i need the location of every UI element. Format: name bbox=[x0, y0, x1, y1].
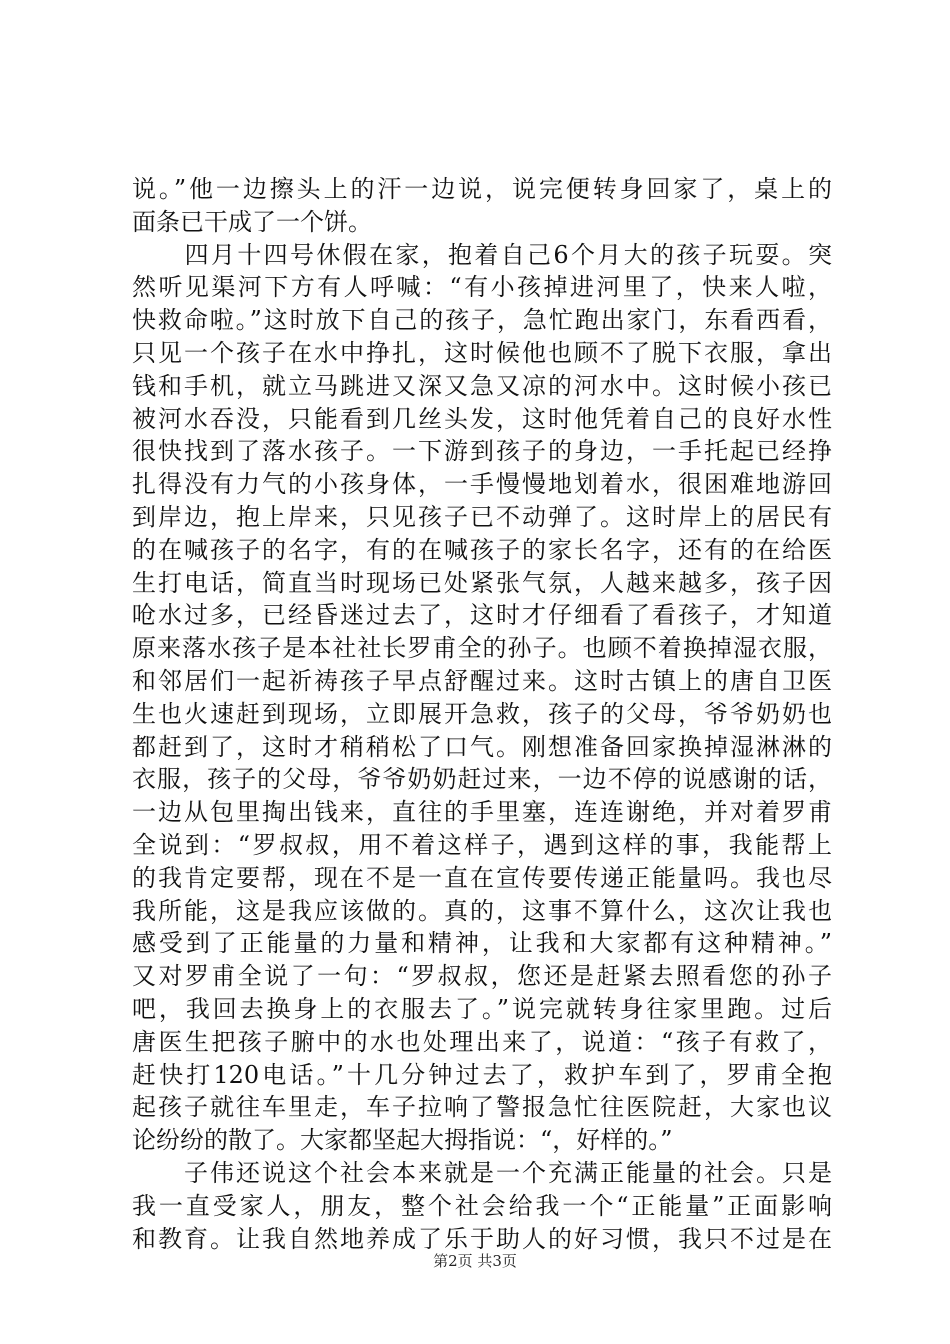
text-line: 到岸边，抱上岸来，只见孩子已不动弹了。这时岸上的居民有 bbox=[132, 502, 832, 531]
text-line: 论纷纷的散了。大家都坚起大拇指说：“，好样的。” bbox=[132, 1126, 673, 1155]
text-line: 说。”他一边擦头上的汗一边说，说完便转身回家了，桌上的 bbox=[132, 175, 832, 203]
text-line: 呛水过多，已经昏迷过去了，这时才仔细看了看孩子，才知道 bbox=[132, 601, 832, 630]
text-line: 然听见渠河下方有人呼喊：“有小孩掉进河里了，快来人啦， bbox=[132, 273, 832, 302]
text-line: 面条已干成了一个饼。 bbox=[132, 207, 372, 236]
text-line: 赶快打120电话。”十几分钟过去了，救护车到了，罗甫全抱 bbox=[132, 1060, 832, 1089]
text-line: 全说到：“罗叔叔，用不着这样子，遇到这样的事，我能帮上 bbox=[132, 830, 832, 859]
text-line: 原来落水孩子是本社社长罗甫全的孙子。也顾不着换掉湿衣服， bbox=[132, 634, 832, 663]
text-line: 吧，我回去换身上的衣服去了。”说完就转身往家里跑。过后 bbox=[132, 994, 832, 1023]
text-line: 只见一个孩子在水中挣扎，这时候他也顾不了脱下衣服，拿出 bbox=[132, 338, 832, 367]
text-line: 子伟还说这个社会本来就是一个充满正能量的社会。只是 bbox=[132, 1158, 832, 1187]
text-line: 的我肯定要帮，现在不是一直在宣传要传递正能量吗。我也尽 bbox=[132, 863, 832, 892]
text-line: 衣服，孩子的父母，爷爷奶奶赶过来，一边不停的说感谢的话， bbox=[132, 765, 832, 794]
text-line: 都赶到了，这时才稍稍松了口气。刚想准备回家换掉湿淋淋的 bbox=[132, 732, 832, 761]
text-line: 一边从包里掏出钱来，直往的手里塞，连连谢绝，并对着罗甫 bbox=[132, 798, 832, 827]
text-line: 我一直受家人，朋友，整个社会给我一个“正能量”正面影响 bbox=[132, 1191, 832, 1220]
text-line: 生打电话，简直当时现场已处紧张气氛，人越来越多，孩子因 bbox=[132, 568, 832, 597]
text-line: 和教育。让我自然地养成了乐于助人的好习惯，我只不过是在 bbox=[132, 1224, 832, 1253]
text-line: 的在喊孩子的名字，有的在喊孩子的家长名字，还有的在给医 bbox=[132, 535, 832, 564]
text-line: 和邻居们一起祈祷孩子早点舒醒过来。这时古镇上的唐自卫医 bbox=[132, 666, 832, 695]
text-line: 我所能，这是我应该做的。真的，这事不算什么，这次让我也 bbox=[132, 896, 832, 925]
text-line: 四月十四号休假在家，抱着自己6个月大的孩子玩耍。突 bbox=[132, 240, 832, 269]
text-line: 被河水吞没，只能看到几丝头发，这时他凭着自己的良好水性 bbox=[132, 404, 832, 433]
text-line: 快救命啦。”这时放下自己的孩子，急忙跑出家门，东看西看， bbox=[132, 306, 832, 335]
page-footer bbox=[0, 1250, 950, 1271]
text-line: 很快找到了落水孩子。一下游到孩子的身边，一手托起已经挣 bbox=[132, 437, 832, 466]
document-body bbox=[132, 173, 832, 1255]
text-line: 生也火速赶到现场，立即展开急救，孩子的父母，爷爷奶奶也 bbox=[132, 699, 832, 728]
text-line: 钱和手机，就立马跳进又深又急又凉的河水中。这时候小孩已 bbox=[132, 371, 832, 400]
text-line: 又对罗甫全说了一句：“罗叔叔，您还是赶紧去照看您的孙子 bbox=[132, 962, 832, 991]
text-line: 扎得没有力气的小孩身体，一手慢慢地划着水，很困难地游回 bbox=[132, 470, 832, 499]
text-line: 感受到了正能量的力量和精神，让我和大家都有这种精神。” bbox=[132, 929, 832, 958]
page-number: 第2页 共3页 bbox=[433, 1252, 517, 1270]
text-line: 起孩子就往车里走，车子拉响了警报急忙往医院赶，大家也议 bbox=[132, 1093, 832, 1122]
text-line: 唐医生把孩子腑中的水也处理出来了，说道：“孩子有救了， bbox=[132, 1027, 832, 1056]
